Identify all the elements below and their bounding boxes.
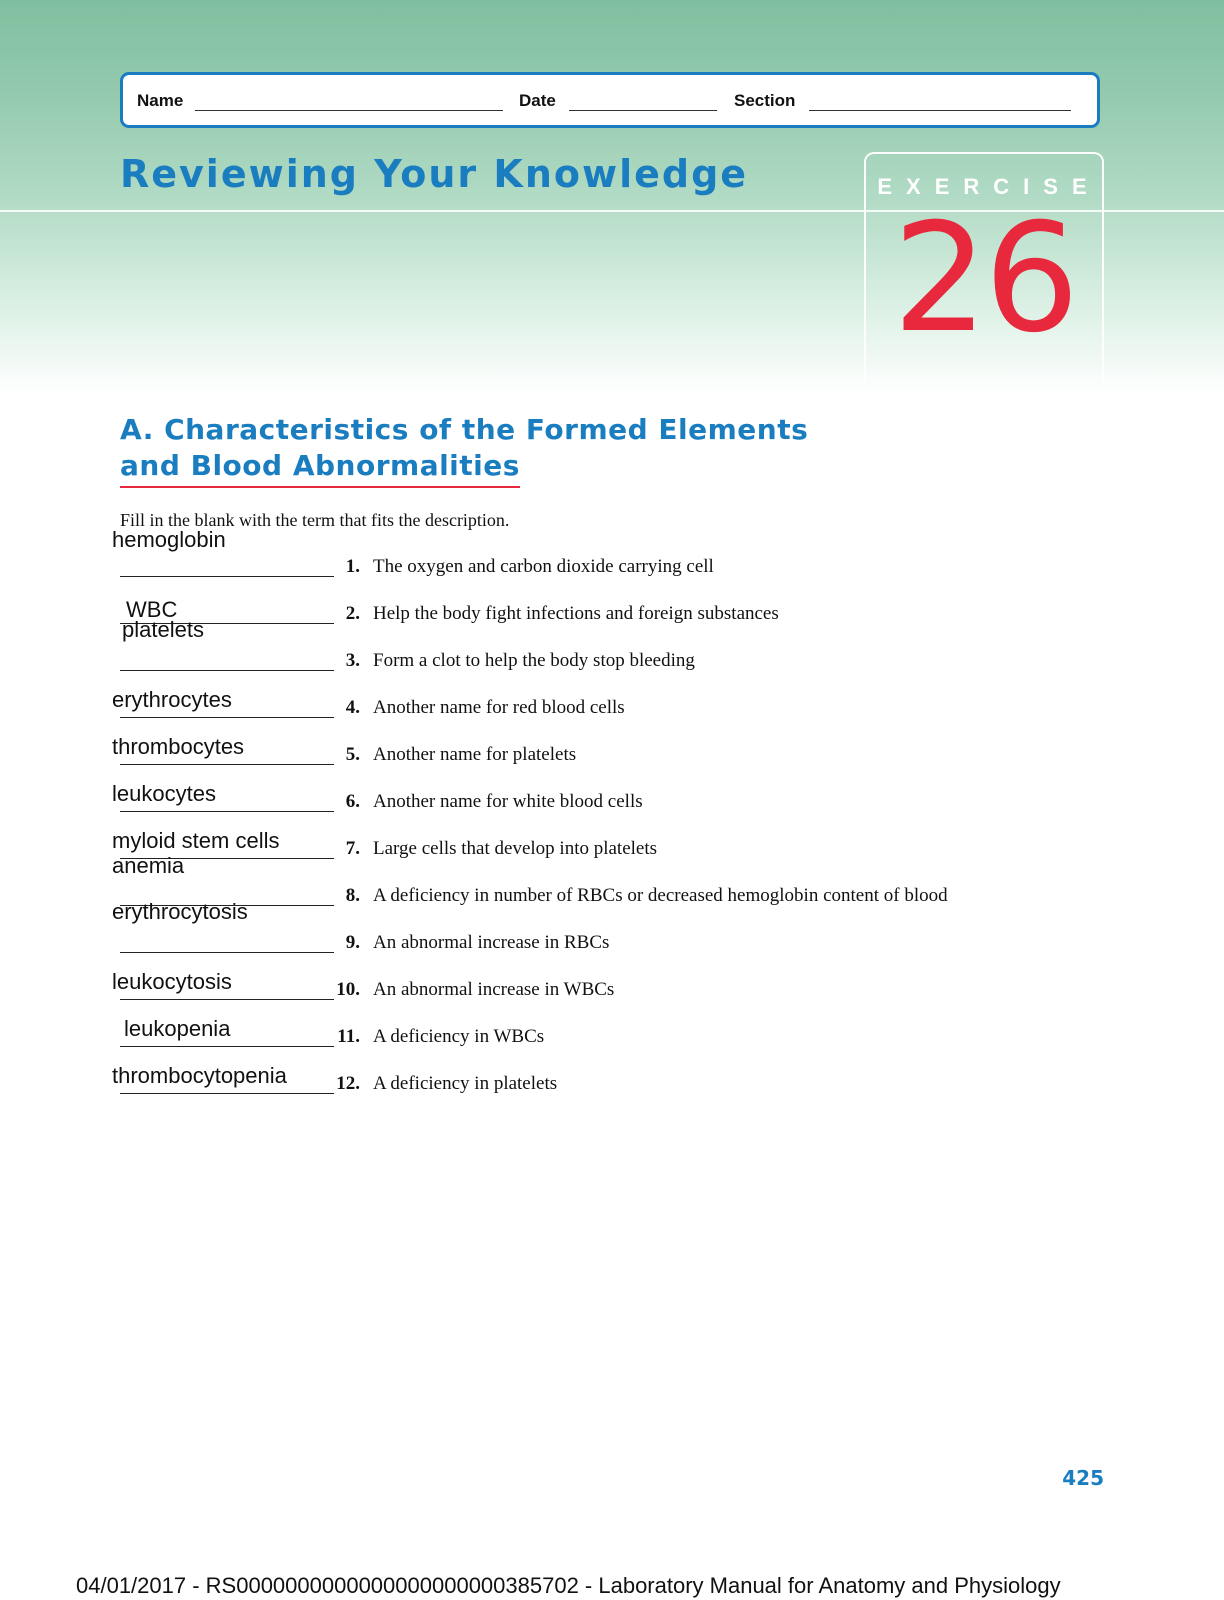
exercise-number: 26 <box>892 192 1076 366</box>
question-item <box>0 527 1224 585</box>
answer-text[interactable]: anemia <box>112 853 185 878</box>
question-text: Another name for red blood cells <box>373 697 625 718</box>
question-text: Another name for white blood cells <box>373 791 643 812</box>
question-number: 10. <box>336 979 360 1000</box>
question-item <box>0 773 1224 820</box>
name-field[interactable] <box>195 110 503 111</box>
question-number: 6. <box>345 791 360 812</box>
instructions: Fill in the blank with the term that fits the description. <box>120 510 510 530</box>
question-number: 9. <box>345 932 360 953</box>
section-heading-line1: A. Characteristics of the Formed Elements <box>120 413 809 446</box>
question-text: Form a clot to help the body stop bleeding <box>373 650 695 671</box>
question-item <box>0 726 1224 773</box>
page-number: 425 <box>1062 1466 1104 1490</box>
question-text: The oxygen and carbon dioxide carrying cell <box>373 556 714 577</box>
answer-text[interactable]: thrombocytes <box>112 734 245 759</box>
student-info-bar <box>120 72 1100 128</box>
answer-text[interactable]: myloid stem cells <box>112 828 280 853</box>
question-text: Large cells that develop into platelets <box>373 838 658 859</box>
section-heading <box>120 412 808 488</box>
question-text: Help the body fight infections and foreign substances <box>373 603 779 624</box>
question-text: An abnormal increase in RBCs <box>373 932 610 953</box>
page-title: Reviewing Your Knowledge <box>120 152 749 196</box>
answer-blank[interactable] <box>120 1046 334 1047</box>
answer-text[interactable]: erythrocytosis <box>112 899 248 924</box>
answer-text[interactable]: WBC <box>126 597 178 622</box>
question-text: A deficiency in WBCs <box>373 1026 545 1047</box>
answer-blank[interactable] <box>120 952 334 953</box>
question-number: 12. <box>336 1073 360 1094</box>
answer-blank[interactable] <box>120 999 334 1000</box>
question-text: A deficiency in platelets <box>373 1073 558 1094</box>
answer-blank[interactable] <box>120 576 334 577</box>
question-item <box>0 1055 1224 1102</box>
section-field[interactable] <box>809 110 1071 111</box>
answer-text[interactable]: hemoglobin <box>112 527 226 552</box>
answer-blank[interactable] <box>120 1093 334 1094</box>
question-number: 1. <box>345 556 360 577</box>
answer-text[interactable]: erythrocytes <box>112 687 232 712</box>
answer-blank[interactable] <box>120 717 334 718</box>
question-item <box>0 899 1224 961</box>
answer-text[interactable]: platelets <box>122 617 204 642</box>
question-number: 4. <box>345 697 360 718</box>
exercise-badge <box>864 152 1104 392</box>
date-label: Date <box>519 91 556 110</box>
answer-text[interactable]: leukocytosis <box>112 969 232 994</box>
answer-blank[interactable] <box>120 811 334 812</box>
question-item <box>0 961 1224 1008</box>
question-item <box>0 679 1224 726</box>
question-item <box>0 617 1224 679</box>
answer-text[interactable]: leukopenia <box>124 1016 231 1041</box>
question-number: 11. <box>337 1026 360 1047</box>
footer-text: 04/01/2017 - RS0000000000000000000000385702 - Laboratory Manual for Anatomy and Physiology <box>76 1573 1061 1598</box>
exercise-label: EXERCISE <box>877 174 1101 199</box>
question-number: 7. <box>345 838 360 859</box>
name-label: Name <box>137 91 184 110</box>
question-text: A deficiency in number of RBCs or decreased hemoglobin content of blood <box>373 885 948 906</box>
date-field[interactable] <box>569 110 717 111</box>
answer-blank[interactable] <box>120 670 334 671</box>
question-text: An abnormal increase in WBCs <box>373 979 615 1000</box>
question-number: 8. <box>345 885 360 906</box>
question-item <box>0 1008 1224 1055</box>
answer-text[interactable]: leukocytes <box>112 781 216 806</box>
section-label: Section <box>734 91 796 110</box>
question-text: Another name for platelets <box>373 744 577 765</box>
answer-blank[interactable] <box>120 764 334 765</box>
question-number: 3. <box>345 650 360 671</box>
answer-text[interactable]: thrombocytopenia <box>112 1063 287 1088</box>
question-number: 5. <box>345 744 360 765</box>
section-heading-line2: and Blood Abnormalities <box>120 448 520 488</box>
question-number: 2. <box>345 603 360 624</box>
